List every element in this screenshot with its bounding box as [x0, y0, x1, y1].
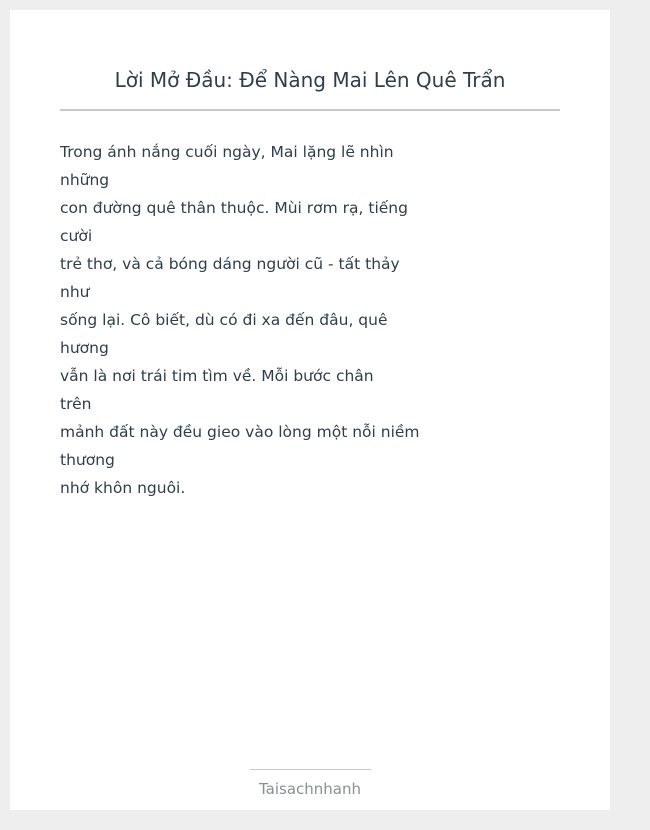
- body-line: trên: [60, 395, 92, 413]
- body-line: vẫn là nơi trái tim tìm về. Mỗi bước chân: [60, 367, 374, 385]
- body-line: hương: [60, 339, 109, 357]
- body-line: sống lại. Cô biết, dù có đi xa đến đâu, quê: [60, 311, 388, 329]
- body-line: cười: [60, 227, 93, 245]
- body-line: như: [60, 283, 90, 301]
- body-line: trẻ thơ, và cả bóng dáng người cũ - tất thảy: [60, 255, 400, 273]
- body-line: con đường quê thân thuộc. Mùi rơm rạ, tiếng: [60, 199, 408, 217]
- body-line: thương: [60, 451, 115, 469]
- body-line: nhớ khôn nguôi.: [60, 479, 186, 497]
- body-line: Trong ánh nắng cuối ngày, Mai lặng lẽ nhìn: [60, 143, 394, 161]
- body-line: những: [60, 171, 110, 189]
- body-paragraph: [60, 138, 420, 502]
- document-page: [10, 10, 610, 810]
- footer-credit: Taisachnhanh: [258, 780, 362, 798]
- footer-divider: [250, 769, 371, 770]
- title-divider: [60, 109, 560, 111]
- body-line: mảnh đất này đều gieo vào lòng một nỗi niềm: [60, 423, 420, 441]
- page-title: Lời Mở Đầu: Để Nàng Mai Lên Quê Trẩn: [114, 68, 506, 92]
